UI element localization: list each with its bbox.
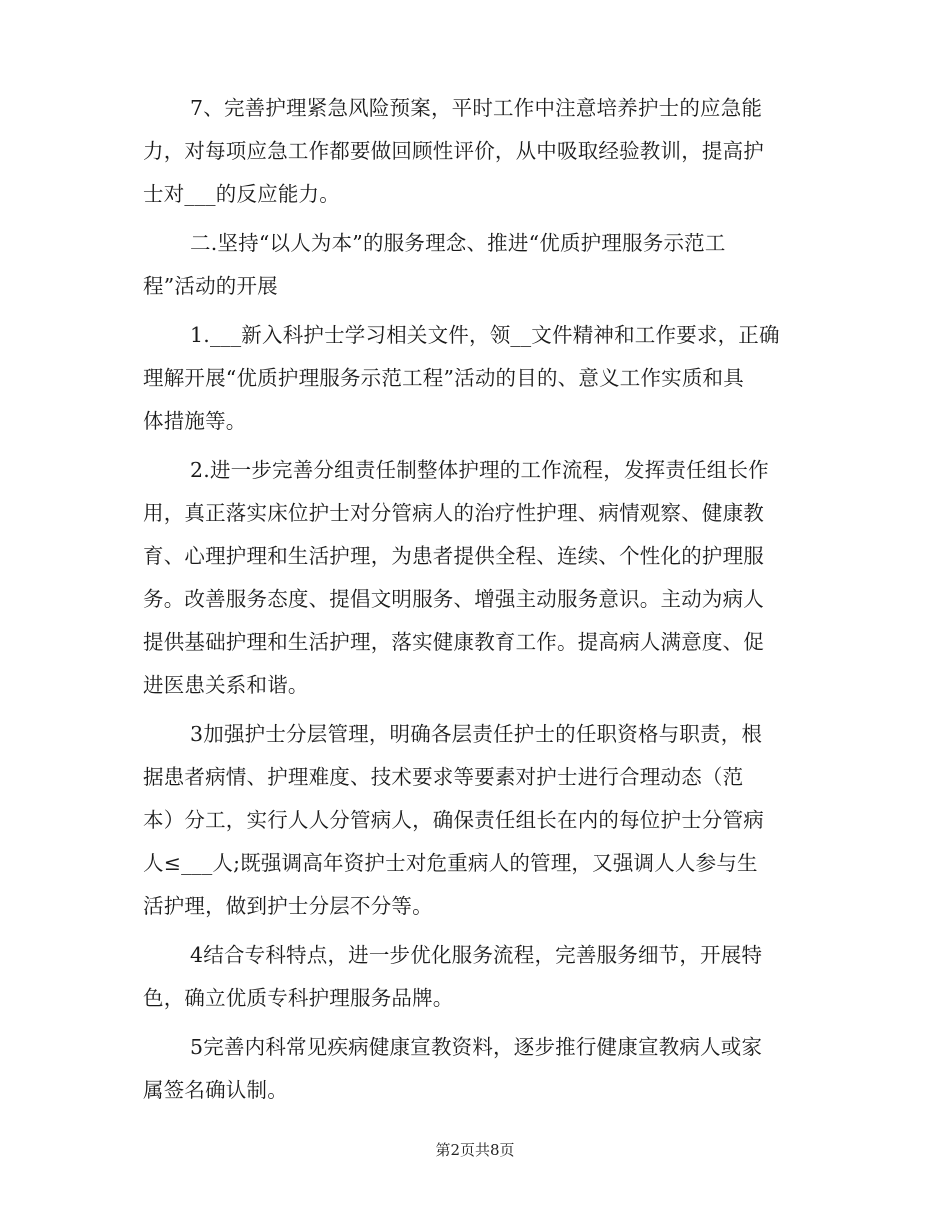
- text-line: 1.___新入科护士学习相关文件，领__文件精神和工作要求，正确: [190, 323, 780, 347]
- text-line: 用，真正落实床位护士对分管病人的治疗性护理、病情观察、健康教: [143, 501, 764, 525]
- text-line: 据患者病情、护理难度、技术要求等要素对护士进行合理动态（范: [143, 765, 744, 789]
- text-line: 活护理，做到护士分层不分等。: [143, 894, 433, 918]
- text-line: 5完善内科常见疾病健康宣教资料，逐步推行健康宣教病人或家: [190, 1035, 763, 1059]
- text-line: 理解开展“优质护理服务示范工程”活动的目的、意义工作实质和具: [143, 366, 744, 390]
- page-number-footer: 第2页共8页: [435, 1141, 515, 1159]
- text-line: 提供基础护理和生活护理，落实健康教育工作。提高病人满意度、促: [143, 630, 764, 654]
- text-line: 人≤___人;既强调高年资护士对危重病人的管理，又强调人人参与生: [143, 851, 758, 875]
- text-line: 士对___的反应能力。: [143, 182, 340, 206]
- text-line: 力，对每项应急工作都要做回顾性评价，从中吸取经验教训，提高护: [143, 139, 764, 163]
- text-line: 体措施等。: [143, 409, 247, 433]
- text-line: 色，确立优质专科护理服务品牌。: [143, 986, 454, 1010]
- section-heading: 二.坚持“以人为本”的服务理念、推进“优质护理服务示范工: [190, 231, 726, 255]
- text-line: 育、心理护理和生活护理，为患者提供全程、连续、个性化的护理服: [143, 544, 764, 568]
- text-line: 本）分工，实行人人分管病人，确保责任组长在内的每位护士分管病: [143, 808, 764, 832]
- text-line: 进医患关系和谐。: [143, 673, 309, 697]
- text-line: 属签名确认制。: [143, 1078, 288, 1102]
- text-line: 2.进一步完善分组责任制整体护理的工作流程，发挥责任组长作: [190, 458, 769, 482]
- text-line: 务。改善服务态度、提倡文明服务、增强主动服务意识。主动为病人: [143, 587, 764, 611]
- text-line: 4结合专科特点，进一步优化服务流程，完善服务细节，开展特: [190, 943, 763, 967]
- text-line: 3加强护士分层管理，明确各层责任护士的任职资格与职责，根: [190, 722, 763, 746]
- section-heading: 程”活动的开展: [143, 274, 278, 298]
- text-line: 7、完善护理紧急风险预案，平时工作中注意培养护士的应急能: [190, 96, 763, 120]
